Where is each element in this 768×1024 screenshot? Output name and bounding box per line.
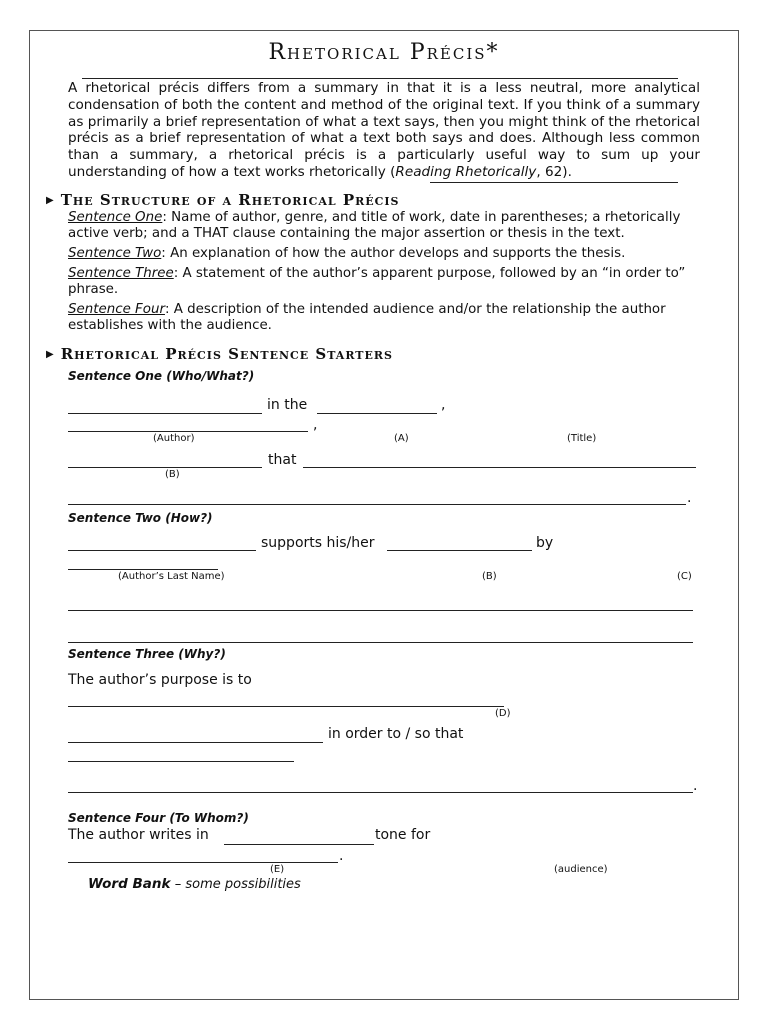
verb-blank[interactable] bbox=[68, 467, 262, 468]
comma-text: , bbox=[441, 397, 446, 413]
author-caption: (Author) bbox=[153, 433, 195, 444]
structure-heading-text: The Structure of a Rhetorical Précis bbox=[60, 191, 400, 209]
method-blank-2[interactable] bbox=[68, 642, 693, 643]
purpose-blank-3[interactable] bbox=[68, 761, 294, 762]
word-bank-label: Word Bank bbox=[88, 876, 171, 892]
period-text: . bbox=[687, 490, 692, 506]
sentence-four-label: Sentence Four bbox=[68, 302, 165, 317]
sentence-two-heading: Sentence Two (How?) bbox=[68, 511, 213, 525]
intro-paragraph bbox=[68, 80, 700, 181]
tone-text: tone for bbox=[375, 827, 431, 843]
tone-blank[interactable] bbox=[224, 844, 374, 845]
intro-text-end: , 62). bbox=[536, 163, 572, 180]
method-blank-short[interactable] bbox=[68, 569, 218, 570]
sentence-three-text: : A statement of the author’s apparent purpose, followed by an “in order to” phrase. bbox=[68, 266, 686, 297]
writes-text: The author writes in bbox=[68, 827, 209, 843]
sentence-three-definition bbox=[68, 266, 704, 298]
supports-text: supports his/her bbox=[261, 535, 375, 551]
sentence-four-heading: Sentence Four (To Whom?) bbox=[68, 811, 249, 825]
d-caption: (D) bbox=[495, 708, 511, 719]
intro-text: A rhetorical précis differs from a summary in that it is a less neutral, more analytical condensation of both the content and method of the original text. If you think of a summary as primarily a brief representation of what a text says, then you might think of the rhetorical précis as a brief representation of what a text both says and does. Although less common than a summary, a rhetorical précis is a particularly useful way to sum up your understanding of how a text works rhetorically ( bbox=[68, 80, 700, 180]
method-blank[interactable] bbox=[68, 610, 693, 611]
sentence-one-heading: Sentence One (Who/What?) bbox=[68, 369, 255, 383]
starters-heading-text: Rhetorical Précis Sentence Starters bbox=[60, 345, 393, 363]
e-caption: (E) bbox=[270, 864, 285, 875]
bullet-arrow-icon: ▶ bbox=[46, 349, 55, 360]
thesis-blank-2[interactable] bbox=[68, 504, 686, 505]
sentence-two-label: Sentence Two bbox=[68, 246, 162, 261]
structure-heading bbox=[46, 191, 399, 209]
audience-caption: (audience) bbox=[554, 864, 608, 875]
word-bank-text: – some possibilities bbox=[174, 877, 301, 892]
last-name-caption: (Author’s Last Name) bbox=[118, 571, 225, 582]
thesis-b-blank[interactable] bbox=[387, 550, 532, 551]
title-caption: (Title) bbox=[567, 433, 597, 444]
page-title: Rhetorical Précis* bbox=[268, 40, 500, 65]
by-text: by bbox=[536, 535, 554, 551]
sentence-two-text: : An explanation of how the author develops and supports the thesis. bbox=[161, 246, 626, 261]
starters-heading bbox=[46, 345, 393, 363]
title-blank[interactable] bbox=[68, 431, 308, 432]
purpose-blank-2[interactable] bbox=[68, 742, 323, 743]
sentence-one-definition bbox=[68, 210, 704, 242]
sentence-four-text: : A description of the intended audience and/or the relationship the author establishes with the audience. bbox=[68, 302, 666, 333]
audience-blank[interactable] bbox=[68, 862, 338, 863]
that-text: that bbox=[268, 452, 297, 468]
intro-top-rule bbox=[82, 78, 678, 79]
comma-text-2: , bbox=[313, 417, 318, 433]
bullet-arrow-icon: ▶ bbox=[46, 195, 55, 206]
sentence-four-definition bbox=[68, 302, 704, 334]
in-order-text: in order to / so that bbox=[328, 726, 464, 742]
purpose-blank-4[interactable] bbox=[68, 792, 693, 793]
sentence-three-label: Sentence Three bbox=[68, 266, 174, 281]
last-name-blank[interactable] bbox=[68, 550, 256, 551]
c-caption: (C) bbox=[677, 571, 692, 582]
thesis-blank[interactable] bbox=[303, 467, 696, 468]
a-caption: (A) bbox=[394, 433, 409, 444]
author-blank[interactable] bbox=[68, 413, 262, 414]
word-bank bbox=[88, 876, 301, 892]
in-the-text: in the bbox=[267, 397, 308, 413]
intro-citation: Reading Rhetorically bbox=[395, 163, 537, 180]
purpose-text: The author’s purpose is to bbox=[68, 672, 252, 688]
sentence-three-heading: Sentence Three (Why?) bbox=[68, 647, 226, 661]
genre-blank[interactable] bbox=[317, 413, 437, 414]
sentence-two-definition bbox=[68, 246, 704, 262]
sentence-one-text: : Name of author, genre, and title of work, date in parentheses; a rhetorically active verb; and a THAT clause containing the major assertion or thesis in the text. bbox=[68, 210, 681, 241]
intro-bottom-rule bbox=[430, 182, 678, 183]
period-text-2: . bbox=[693, 778, 698, 794]
purpose-blank[interactable] bbox=[68, 706, 504, 707]
sentence-one-label: Sentence One bbox=[68, 210, 163, 225]
period-text-3: . bbox=[339, 848, 344, 864]
b-caption: (B) bbox=[165, 469, 180, 480]
b-caption-2: (B) bbox=[482, 571, 497, 582]
